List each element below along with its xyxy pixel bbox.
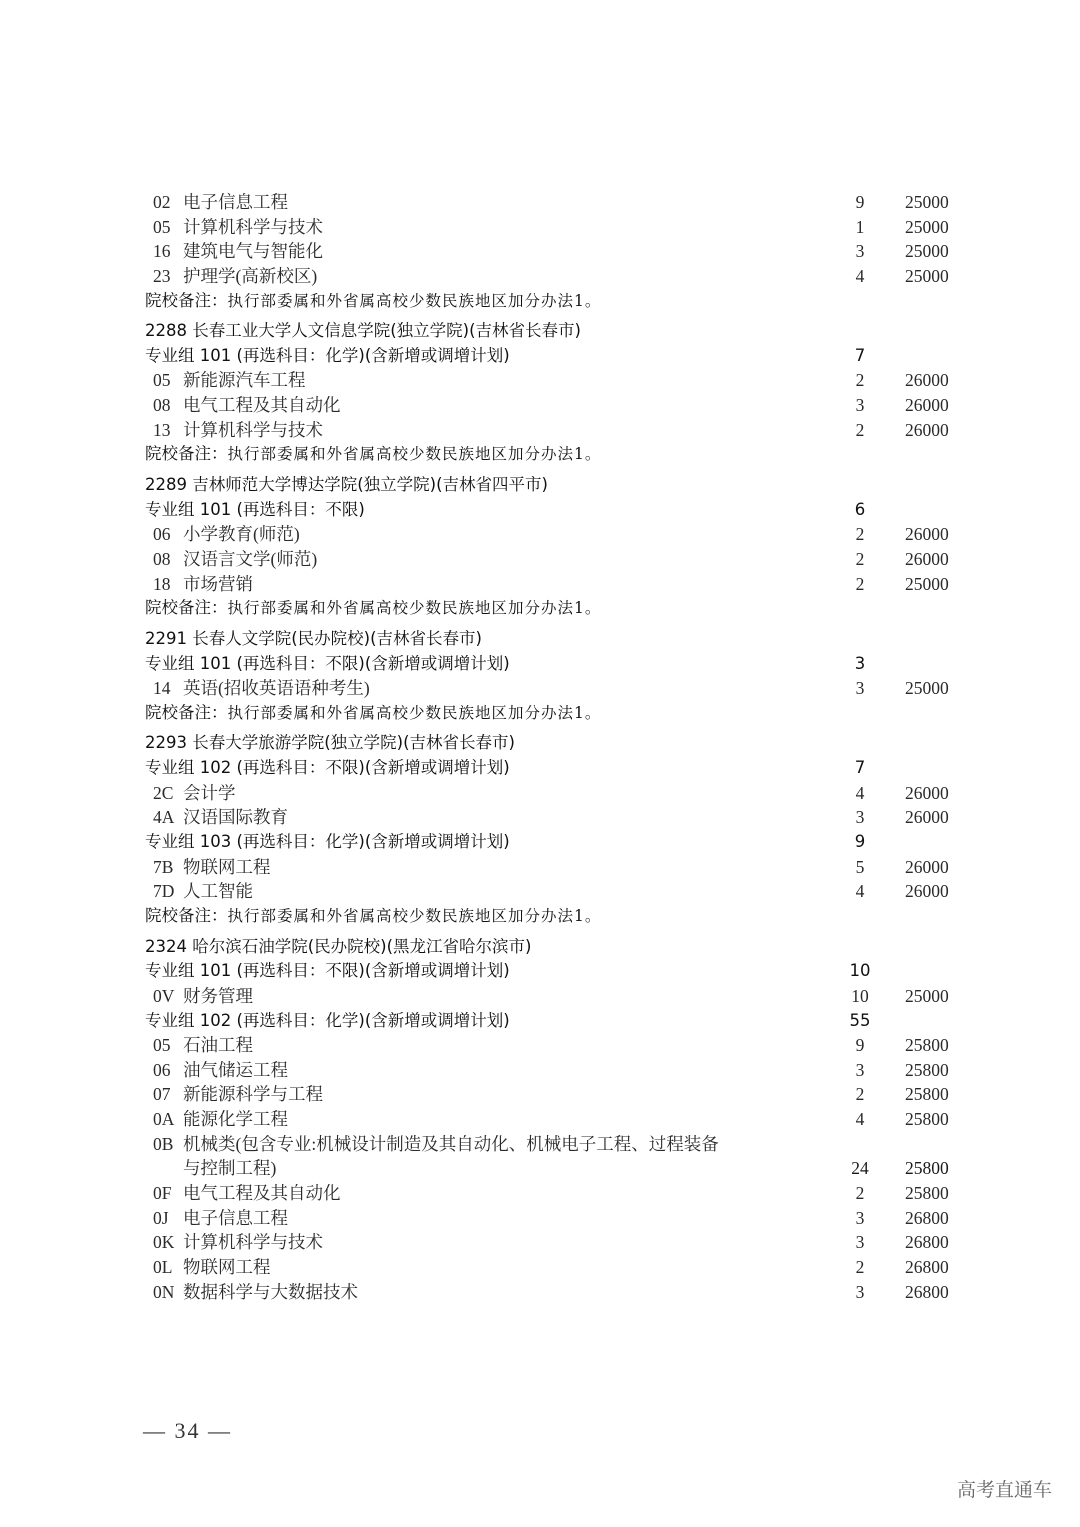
major-row bbox=[145, 522, 975, 547]
remark-line bbox=[145, 701, 601, 726]
major-group-title: 专业组 101 (再选科目：不限)(含新增或调增计划) bbox=[145, 961, 510, 981]
major-label bbox=[153, 547, 317, 572]
remark-value: 执行部委属和外省属高校少数民族地区加分办法1。 bbox=[227, 703, 602, 722]
remark-value: 执行部委属和外省属高校少数民族地区加分办法1。 bbox=[227, 599, 602, 618]
major-plan-count: 2 bbox=[855, 370, 865, 391]
major-group-title: 专业组 101 (再选科目：不限) bbox=[145, 499, 365, 519]
school-header bbox=[145, 935, 975, 960]
major-row bbox=[145, 676, 975, 701]
group-plan-count: 3 bbox=[854, 653, 866, 673]
major-label bbox=[153, 1132, 719, 1157]
school-title: 2288 长春工业大学人文信息学院(独立学院)(吉林省长春市) bbox=[145, 321, 581, 341]
major-name: 英语(招收英语语种考生) bbox=[183, 678, 370, 699]
school-remark bbox=[145, 596, 975, 621]
major-label bbox=[153, 190, 288, 215]
school-remark bbox=[145, 904, 975, 929]
major-group-row bbox=[145, 1009, 975, 1034]
major-row bbox=[145, 781, 975, 806]
remark-label: 院校备注： bbox=[145, 905, 228, 925]
school-title: 2324 哈尔滨石油学院(民办院校)(黑龙江省哈尔滨市) bbox=[145, 936, 532, 956]
major-plan-count: 3 bbox=[855, 807, 865, 828]
major-label bbox=[153, 418, 323, 443]
school-remark bbox=[145, 701, 975, 726]
major-row bbox=[145, 984, 975, 1009]
major-group-row bbox=[145, 498, 975, 523]
tuition-fee: 25000 bbox=[905, 678, 949, 699]
major-plan-count: 24 bbox=[851, 1158, 869, 1179]
major-name: 计算机科学与技术 bbox=[183, 419, 323, 440]
school-title: 2291 长春人文学院(民办院校)(吉林省长春市) bbox=[145, 628, 482, 648]
major-name: 汉语国际教育 bbox=[183, 807, 288, 828]
major-label bbox=[153, 1107, 288, 1132]
admission-plan-list bbox=[145, 190, 975, 1304]
major-row bbox=[145, 879, 975, 904]
major-plan-count: 4 bbox=[855, 782, 865, 803]
major-row bbox=[145, 190, 975, 215]
tuition-fee: 25800 bbox=[905, 1109, 949, 1130]
remark-value: 执行部委属和外省属高校少数民族地区加分办法1。 bbox=[227, 906, 602, 925]
tuition-fee: 26000 bbox=[905, 370, 949, 391]
major-group-row bbox=[145, 344, 975, 369]
major-code: 4A bbox=[153, 807, 175, 828]
major-group-title: 专业组 101 (再选科目：化学)(含新增或调增计划) bbox=[145, 345, 510, 365]
major-label bbox=[153, 1280, 358, 1305]
major-row bbox=[145, 1230, 975, 1255]
major-label bbox=[153, 239, 323, 264]
major-plan-count: 2 bbox=[855, 573, 865, 594]
major-label bbox=[153, 855, 271, 880]
remark-value: 执行部委属和外省属高校少数民族地区加分办法1。 bbox=[227, 291, 602, 310]
major-plan-count: 2 bbox=[855, 524, 865, 545]
major-row bbox=[145, 805, 975, 830]
major-row bbox=[145, 393, 975, 418]
major-plan-count: 9 bbox=[855, 1035, 865, 1056]
major-name: 物联网工程 bbox=[183, 856, 271, 877]
major-name: 人工智能 bbox=[183, 881, 253, 902]
major-name: 油气储运工程 bbox=[183, 1059, 288, 1080]
major-group-title: 专业组 103 (再选科目：化学)(含新增或调增计划) bbox=[145, 832, 510, 852]
tuition-fee: 25800 bbox=[905, 1059, 949, 1080]
major-name: 机械类(包含专业:机械设计制造及其自动化、机械电子工程、过程装备 bbox=[183, 1133, 719, 1154]
major-plan-count: 4 bbox=[855, 265, 865, 286]
major-code: 06 bbox=[153, 524, 171, 545]
school-header bbox=[145, 473, 975, 498]
group-plan-count: 7 bbox=[854, 758, 866, 778]
major-code: 2C bbox=[153, 782, 174, 803]
major-row bbox=[145, 1206, 975, 1231]
major-name: 物联网工程 bbox=[183, 1256, 271, 1277]
major-plan-count: 5 bbox=[855, 856, 865, 877]
major-group-title: 专业组 102 (再选科目：化学)(含新增或调增计划) bbox=[145, 1010, 510, 1030]
tuition-fee: 25800 bbox=[905, 1158, 949, 1179]
major-group-title: 专业组 101 (再选科目：不限)(含新增或调增计划) bbox=[145, 653, 510, 673]
group-plan-count: 6 bbox=[854, 499, 866, 519]
major-group-row bbox=[145, 756, 975, 781]
major-name: 电子信息工程 bbox=[183, 192, 288, 212]
major-name: 市场营销 bbox=[183, 573, 253, 594]
major-code: 05 bbox=[153, 216, 171, 237]
major-label bbox=[153, 984, 253, 1009]
major-name: 计算机科学与技术 bbox=[183, 1232, 323, 1253]
tuition-fee: 25000 bbox=[905, 985, 949, 1006]
major-code: 0B bbox=[153, 1133, 174, 1154]
major-code: 08 bbox=[153, 548, 171, 569]
major-name: 石油工程 bbox=[183, 1035, 253, 1056]
major-code: 05 bbox=[153, 1035, 171, 1056]
major-code: 16 bbox=[153, 241, 171, 262]
major-label bbox=[153, 805, 288, 830]
major-name-continued: 与控制工程) bbox=[183, 1158, 277, 1179]
remark-label: 院校备注： bbox=[145, 702, 228, 722]
major-row bbox=[145, 1082, 975, 1107]
major-plan-count: 1 bbox=[855, 216, 865, 237]
remark-line bbox=[145, 904, 601, 929]
remark-label: 院校备注： bbox=[145, 444, 228, 464]
major-group-title: 专业组 102 (再选科目：不限)(含新增或调增计划) bbox=[145, 758, 510, 778]
major-label bbox=[153, 1206, 288, 1231]
tuition-fee: 26800 bbox=[905, 1256, 949, 1277]
major-label bbox=[153, 1058, 288, 1083]
tuition-fee: 25000 bbox=[905, 216, 949, 237]
major-code: 0F bbox=[153, 1182, 172, 1203]
major-row bbox=[145, 1058, 975, 1083]
major-label bbox=[153, 572, 253, 597]
major-code: 18 bbox=[153, 573, 171, 594]
major-plan-count: 3 bbox=[855, 1232, 865, 1253]
school-title: 2293 长春大学旅游学院(独立学院)(吉林省长春市) bbox=[145, 733, 515, 753]
major-label bbox=[153, 368, 306, 393]
tuition-fee: 25800 bbox=[905, 1084, 949, 1105]
school-header bbox=[145, 627, 975, 652]
group-plan-count: 10 bbox=[849, 961, 871, 981]
tuition-fee: 26000 bbox=[905, 419, 949, 440]
major-name: 电气工程及其自动化 bbox=[183, 395, 341, 416]
major-name: 新能源汽车工程 bbox=[183, 370, 306, 391]
watermark: 高考直通车 bbox=[956, 1479, 1052, 1501]
tuition-fee: 26800 bbox=[905, 1207, 949, 1228]
major-row bbox=[145, 215, 975, 240]
major-plan-count: 3 bbox=[855, 1059, 865, 1080]
major-row bbox=[145, 418, 975, 443]
major-code: 23 bbox=[153, 265, 171, 286]
group-plan-count: 7 bbox=[854, 345, 866, 365]
major-row-continuation bbox=[145, 1156, 975, 1181]
major-row bbox=[145, 1107, 975, 1132]
major-row bbox=[145, 1033, 975, 1058]
major-row bbox=[145, 1280, 975, 1305]
group-plan-count: 9 bbox=[854, 832, 866, 852]
major-group-row bbox=[145, 652, 975, 677]
tuition-fee: 26000 bbox=[905, 548, 949, 569]
remark-line bbox=[145, 442, 601, 467]
school-header bbox=[145, 731, 975, 756]
major-code: 0A bbox=[153, 1109, 175, 1130]
remark-label: 院校备注： bbox=[145, 598, 228, 618]
major-code: 0V bbox=[153, 985, 175, 1006]
major-group-row bbox=[145, 830, 975, 855]
tuition-fee: 26000 bbox=[905, 807, 949, 828]
school-remark bbox=[145, 442, 975, 467]
tuition-fee: 25800 bbox=[905, 1035, 949, 1056]
major-row bbox=[145, 855, 975, 880]
remark-value: 执行部委属和外省属高校少数民族地区加分办法1。 bbox=[227, 445, 602, 464]
major-code: 0L bbox=[153, 1256, 173, 1277]
major-label bbox=[153, 1033, 253, 1058]
major-code: 7B bbox=[153, 856, 174, 877]
major-code: 06 bbox=[153, 1059, 171, 1080]
major-label bbox=[153, 879, 253, 904]
major-name: 财务管理 bbox=[183, 985, 253, 1006]
major-row bbox=[145, 1132, 975, 1157]
major-label bbox=[153, 1255, 271, 1280]
major-plan-count: 4 bbox=[855, 1109, 865, 1130]
tuition-fee: 26000 bbox=[905, 524, 949, 545]
tuition-fee: 26000 bbox=[905, 881, 949, 902]
remark-line bbox=[145, 596, 601, 621]
tuition-fee: 26800 bbox=[905, 1232, 949, 1253]
tuition-fee: 25000 bbox=[905, 192, 949, 212]
major-code: 07 bbox=[153, 1084, 171, 1105]
major-plan-count: 9 bbox=[855, 192, 865, 212]
major-row bbox=[145, 264, 975, 289]
major-plan-count: 3 bbox=[855, 1207, 865, 1228]
major-name: 新能源科学与工程 bbox=[183, 1084, 323, 1105]
major-plan-count: 4 bbox=[855, 881, 865, 902]
major-label bbox=[153, 781, 236, 806]
major-row bbox=[145, 1255, 975, 1280]
major-group-row bbox=[145, 959, 975, 984]
major-label bbox=[153, 215, 323, 240]
major-name: 小学教育(师范) bbox=[183, 524, 300, 545]
school-header bbox=[145, 319, 975, 344]
major-row bbox=[145, 547, 975, 572]
major-code: 13 bbox=[153, 419, 171, 440]
major-plan-count: 2 bbox=[855, 1084, 865, 1105]
major-code: 7D bbox=[153, 881, 175, 902]
tuition-fee: 26000 bbox=[905, 395, 949, 416]
major-label bbox=[153, 264, 317, 289]
major-name: 汉语言文学(师范) bbox=[183, 548, 318, 569]
major-row bbox=[145, 1181, 975, 1206]
major-plan-count: 3 bbox=[855, 678, 865, 699]
major-code: 08 bbox=[153, 395, 171, 416]
tuition-fee: 25000 bbox=[905, 573, 949, 594]
tuition-fee: 25000 bbox=[905, 265, 949, 286]
major-name: 护理学(高新校区) bbox=[183, 265, 318, 286]
major-label bbox=[153, 676, 370, 701]
major-row bbox=[145, 368, 975, 393]
school-title: 2289 吉林师范大学博达学院(独立学院)(吉林省四平市) bbox=[145, 475, 548, 495]
major-row bbox=[145, 572, 975, 597]
major-name: 计算机科学与技术 bbox=[183, 216, 323, 237]
major-plan-count: 2 bbox=[855, 419, 865, 440]
major-plan-count: 3 bbox=[855, 395, 865, 416]
major-code: 0K bbox=[153, 1232, 175, 1253]
major-code: 02 bbox=[153, 192, 171, 212]
school-remark bbox=[145, 289, 975, 314]
major-label bbox=[153, 1230, 323, 1255]
tuition-fee: 26000 bbox=[905, 856, 949, 877]
major-name: 能源化学工程 bbox=[183, 1109, 288, 1130]
major-name: 数据科学与大数据技术 bbox=[183, 1281, 358, 1302]
major-label bbox=[153, 1082, 323, 1107]
major-plan-count: 2 bbox=[855, 1182, 865, 1203]
tuition-fee: 25000 bbox=[905, 241, 949, 262]
major-code: 14 bbox=[153, 678, 171, 699]
page-number: — 34 — bbox=[143, 1418, 232, 1443]
major-label bbox=[153, 522, 300, 547]
remark-line bbox=[145, 289, 601, 314]
tuition-fee: 26800 bbox=[905, 1281, 949, 1302]
major-code: 0N bbox=[153, 1281, 175, 1302]
major-plan-count: 2 bbox=[855, 1256, 865, 1277]
tuition-fee: 25800 bbox=[905, 1182, 949, 1203]
major-name: 会计学 bbox=[183, 782, 236, 803]
major-label bbox=[153, 1181, 341, 1206]
major-plan-count: 3 bbox=[855, 241, 865, 262]
major-name: 电子信息工程 bbox=[183, 1207, 288, 1228]
major-plan-count: 3 bbox=[855, 1281, 865, 1302]
major-label bbox=[153, 393, 341, 418]
remark-label: 院校备注： bbox=[145, 290, 228, 310]
major-name: 电气工程及其自动化 bbox=[183, 1182, 341, 1203]
major-code: 05 bbox=[153, 370, 171, 391]
tuition-fee: 26000 bbox=[905, 782, 949, 803]
major-plan-count: 2 bbox=[855, 548, 865, 569]
major-name: 建筑电气与智能化 bbox=[183, 241, 323, 262]
major-code: 0J bbox=[153, 1207, 169, 1228]
major-plan-count: 10 bbox=[851, 985, 869, 1006]
major-row bbox=[145, 239, 975, 264]
group-plan-count: 55 bbox=[849, 1010, 871, 1030]
